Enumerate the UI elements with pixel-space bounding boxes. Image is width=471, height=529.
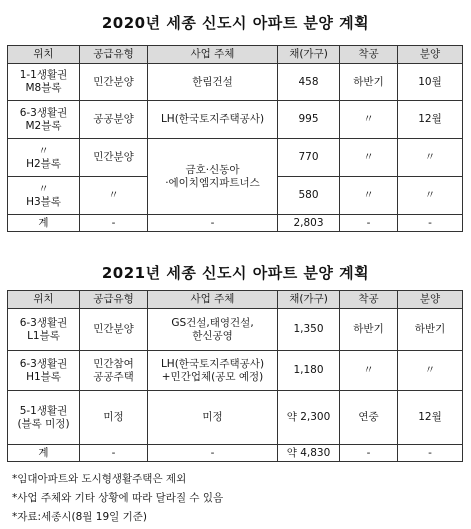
cell-developer: - [148,215,278,232]
cell-supply-type: 민간참여 공공주택 [80,351,148,391]
cell-location: 6-3생활권 M2블록 [8,101,80,139]
cell-start: 〃 [340,139,398,177]
cell-sale: 12월 [398,101,463,139]
cell-developer: - [148,445,278,462]
table-row [8,64,463,101]
header-developer: 사업 주체 [148,46,278,64]
cell-sale: 10월 [398,64,463,101]
cell-total-label: 계 [8,215,80,232]
cell-total-units: 2,803 [278,215,340,232]
cell-units: 약 2,300 [278,391,340,445]
table-header-row [8,291,463,309]
table-row [8,391,463,445]
table1-title: 2020년 세종 신도시 아파트 분양 계획 [101,14,370,32]
cell-start: 하반기 [340,309,398,351]
header-supply-type: 공급유형 [80,46,148,64]
header-start: 착공 [340,291,398,309]
cell-developer: 금호·신동아 ·에이치엠지파트너스 [148,139,278,215]
cell-developer: LH(한국토지주택공사) [148,101,278,139]
cell-units: 1,350 [278,309,340,351]
cell-start: 〃 [340,101,398,139]
cell-supply-type: 민간분양 [80,309,148,351]
header-units: 채(가구) [278,291,340,309]
footnote: *자료:세종시(8월 19일 기준) [12,511,147,523]
cell-location: 〃 H3블록 [8,177,80,215]
table-row [8,101,463,139]
footnotes [12,470,223,527]
header-start: 착공 [340,46,398,64]
table-row [8,139,463,177]
cell-location: 1-1생활권 M8블록 [8,64,80,101]
cell-location: 〃 H2블록 [8,139,80,177]
table-header-row [8,46,463,64]
cell-start: 〃 [340,351,398,391]
header-units: 채(가구) [278,46,340,64]
cell-location: 6-3생활권 H1블록 [8,351,80,391]
cell-units: 580 [278,177,340,215]
table-2020-plan [7,45,463,232]
cell-supply-type: 미정 [80,391,148,445]
cell-sale: 〃 [398,177,463,215]
cell-total-units: 약 4,830 [278,445,340,462]
cell-start: - [340,445,398,462]
table-total-row [8,215,463,232]
cell-sale: - [398,445,463,462]
cell-supply-type: 〃 [80,177,148,215]
table-row [8,351,463,391]
table2-title: 2021년 세종 신도시 아파트 분양 계획 [101,264,370,282]
footnote: *임대아파트와 도시형생활주택은 제외 [12,473,187,485]
header-location: 위치 [8,291,80,309]
cell-units: 458 [278,64,340,101]
cell-sale: 12월 [398,391,463,445]
cell-total-label: 계 [8,445,80,462]
cell-start: 연중 [340,391,398,445]
cell-units: 1,180 [278,351,340,391]
header-location: 위치 [8,46,80,64]
cell-units: 995 [278,101,340,139]
cell-location: 5-1생활권 (블록 미정) [8,391,80,445]
cell-developer: GS건설,태영건설, 한신공영 [148,309,278,351]
cell-start: 〃 [340,177,398,215]
cell-developer: LH(한국토지주택공사) +민간업체(공모 예정) [148,351,278,391]
table-row [8,309,463,351]
cell-developer: 미정 [148,391,278,445]
header-supply-type: 공급유형 [80,291,148,309]
footnote: *사업 주체와 기타 상황에 따라 달라질 수 있음 [12,492,224,504]
header-developer: 사업 주체 [148,291,278,309]
cell-supply-type: - [80,445,148,462]
cell-supply-type: 공공분양 [80,101,148,139]
cell-sale: 〃 [398,139,463,177]
cell-supply-type: 민간분양 [80,139,148,177]
header-sale: 분양 [398,46,463,64]
cell-developer: 한림건설 [148,64,278,101]
cell-start: - [340,215,398,232]
cell-sale: 하반기 [398,309,463,351]
table-2021-plan [7,290,463,462]
cell-sale: - [398,215,463,232]
cell-sale: 〃 [398,351,463,391]
cell-location: 6-3생활권 L1블록 [8,309,80,351]
cell-supply-type: - [80,215,148,232]
cell-units: 770 [278,139,340,177]
header-sale: 분양 [398,291,463,309]
table-total-row [8,445,463,462]
cell-supply-type: 민간분양 [80,64,148,101]
cell-start: 하반기 [340,64,398,101]
